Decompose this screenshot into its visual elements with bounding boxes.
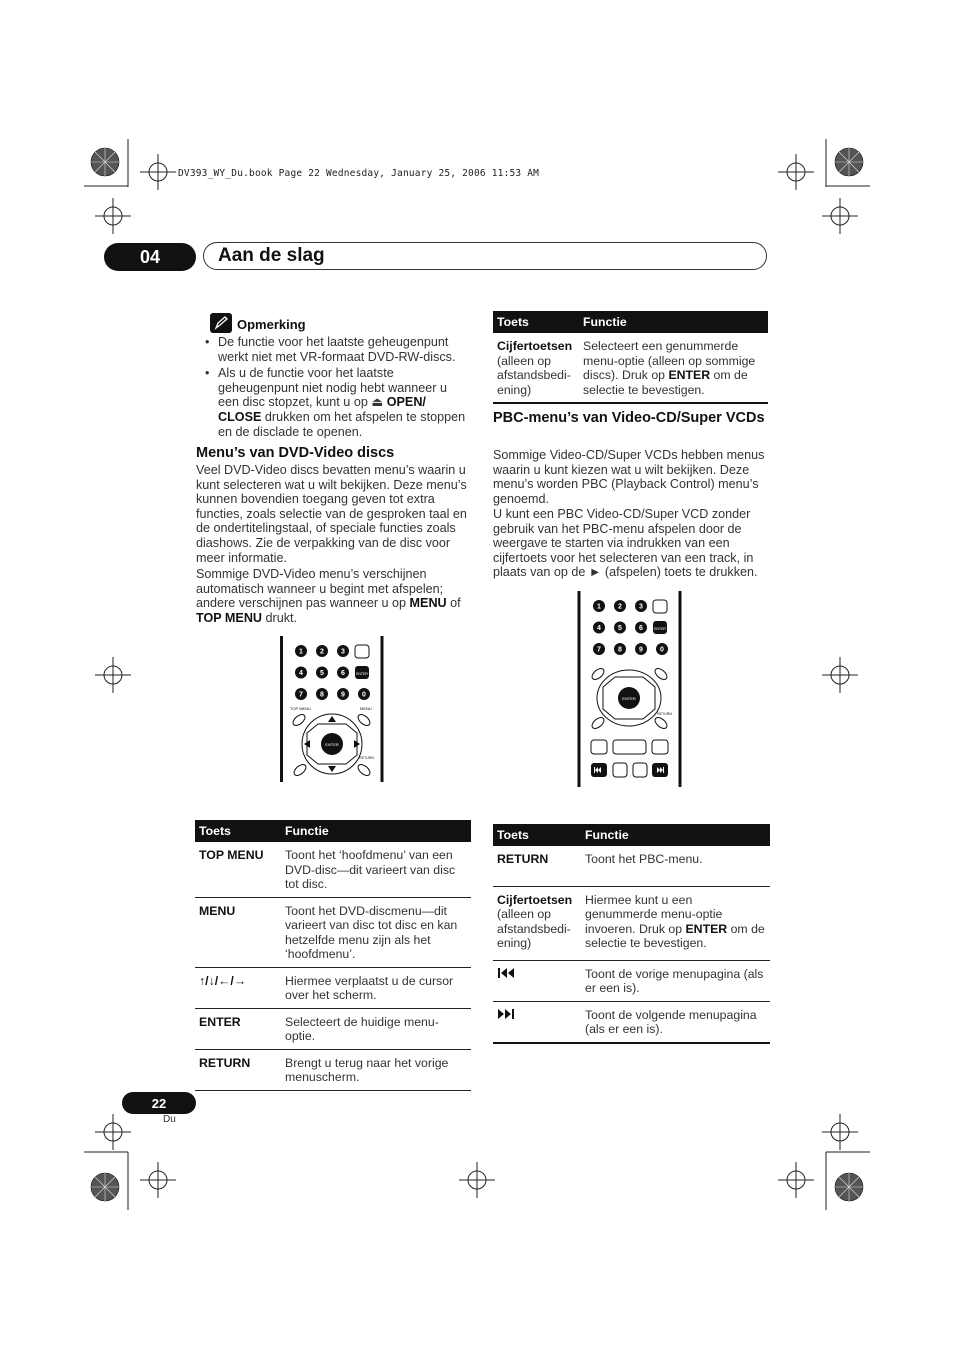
number-key-label: 9	[341, 691, 345, 699]
chapter-title: Aan de slag	[218, 245, 325, 266]
pbc-heading: PBC-menu’s van Video-CD/Super VCDs	[493, 410, 765, 426]
menu-label: MENU	[360, 706, 372, 711]
number-keys-table: Toets Functie Cijfertoetsen (alleen op afstandsbedi-ening) Selecteert een genummerde menu-optie (alleen op sommige discs). Druk op ENTER om de selectie te bevestigen.	[493, 311, 768, 404]
table-row: Cijfertoetsen (alleen op afstandsbedi-ening) Hiermee kunt u een genummerde menu-optie invoeren. Druk op ENTER om de selectie te bevestigen.	[493, 886, 770, 960]
number-key-label: 5	[320, 670, 324, 677]
pbc-para-2: U kunt een PBC Video-CD/Super VCD zonder gebruik van het PBC-menu afspelen door de weergave te starten via indrukken van een cijfertoets voor het selecteren van een track, in plaats van op de ► (afspelen) toets te drukken.	[493, 507, 758, 580]
dvd-keys-table	[195, 820, 471, 1091]
number-key-label: 8	[320, 691, 324, 699]
number-key-label: 8	[618, 646, 622, 654]
return-label: RETURN	[359, 756, 374, 760]
note-pencil-icon	[210, 313, 232, 333]
page-language: Du	[163, 1114, 176, 1125]
number-key-label: 1	[597, 603, 601, 611]
note-list	[196, 335, 471, 441]
number-key-label: 2	[320, 648, 324, 656]
previous-track-icon	[493, 960, 581, 1001]
number-key-label: 4	[597, 625, 601, 632]
col-header-key: Toets	[195, 820, 281, 842]
dvd-para-1: Veel DVD-Video discs bevatten menu’s waarin u kunt selecteren wat u wilt bekijken. Deze menu’s kunnen bovendien toegang geven tot extra functies, zoals selectie van de gesproken taal en de ondertitelingstaal, of speciale functies zoals diashows. Zie de verpakking van de disc voor meer informatie.	[196, 463, 467, 565]
remote-illustration-vcd	[577, 591, 683, 787]
number-key-label: 0	[660, 646, 664, 654]
eject-icon: ⏏	[371, 395, 384, 410]
col-header-function: Functie	[281, 820, 471, 842]
table-row: Toont de vorige menupagina (als er een is).	[493, 960, 770, 1001]
svg-text:ENTER: ENTER	[622, 696, 636, 701]
pbc-para-1: Sommige Video-CD/Super VCDs hebben menus waarin u kunt kiezen wat u wilt bekijken. Deze menu’s worden PBC (Playback Control) menu’s genoemd.	[493, 448, 765, 506]
table-row: RETURN Toont het PBC-menu.	[493, 846, 770, 886]
table-row: Cijfertoetsen (alleen op afstandsbedi-ening) Selecteert een genummerde menu-optie (alleen op sommige discs). Druk op ENTER om de selectie te bevestigen.	[493, 333, 768, 403]
number-key-label: 6	[341, 670, 345, 677]
next-track-icon	[493, 1001, 581, 1043]
table-row: TOP MENU Toont het ‘hoofdmenu’ van een DVD-disc—dit varieert van disc tot disc.	[195, 842, 471, 897]
number-key-label: 9	[639, 646, 643, 654]
dvd-heading: Menu’s van DVD-Video discs	[196, 445, 395, 461]
number-key-label: 6	[639, 625, 643, 632]
number-key-label: 5	[618, 625, 622, 632]
table-row: ↑/↓/←/→ Hiermee verplaatst u de cursor over het scherm.	[195, 967, 471, 1008]
number-key-label: 3	[341, 648, 345, 656]
number-key-label: 0	[362, 691, 366, 699]
svg-text:RETURN: RETURN	[657, 712, 672, 716]
table-row: RETURN Brengt u terug naar het vorige menuscherm.	[195, 1049, 471, 1090]
number-key-label: 7	[299, 691, 303, 699]
number-key-label: 3	[639, 603, 643, 611]
remote-illustration-dvd	[280, 636, 384, 782]
enter-small-label: ENTER	[356, 672, 368, 676]
note-item: • De functie voor het laatste geheugenpunt werkt niet met VR-formaat DVD-RW-discs.	[196, 335, 471, 364]
table-row: MENU Toont het DVD-discmenu—dit varieert van disc tot disc en kan hetzelfde menu zijn als het ‘hoofdmenu’.	[195, 897, 471, 967]
number-key-label: 2	[618, 603, 622, 611]
number-key-label: 7	[597, 646, 601, 654]
dvd-para-2: Sommige DVD-Video menu’s verschijnen automatisch wanneer u begint met afspelen; andere verschijnen pas wanneer u op MENU of TOP MENU drukt.	[196, 567, 461, 625]
pbc-keys-table: Toets Functie RETURN Toont het PBC-menu. Cijfertoetsen (alleen op afstandsbedi-ening) Hiermee kunt u een genummerde menu-optie invoeren. Druk op ENTER om de selectie te bevestigen. Toont de vorige menupagina (als er een is). Toont de volgende menupagina (als er een is).	[493, 824, 770, 1044]
page-number: 22	[122, 1092, 196, 1114]
note-item: • Als u de functie voor het laatste geheugenpunt niet nodig hebt wanneer u een disc stopzet, kunt u op ⏏ OPEN/ CLOSE drukken om het afspelen te stoppen en de disclade te openen.	[196, 366, 471, 439]
svg-text:ENTER: ENTER	[654, 627, 666, 631]
table-row: Toont de volgende menupagina (als er een is).	[493, 1001, 770, 1043]
enter-label: ENTER	[325, 742, 339, 747]
number-key-label: 1	[299, 648, 303, 656]
number-key-label: 4	[299, 670, 303, 677]
chapter-number: 04	[104, 243, 196, 271]
print-header-line: DV393_WY_Du.book Page 22 Wednesday, January 25, 2006 11:53 AM	[178, 168, 540, 179]
note-title: Opmerking	[237, 317, 306, 332]
table-row: ENTER Selecteert de huidige menu-optie.	[195, 1008, 471, 1049]
arrow-keys-icon: ↑/↓/←/→	[195, 967, 281, 1008]
top-menu-label: TOP MENU	[290, 706, 311, 711]
